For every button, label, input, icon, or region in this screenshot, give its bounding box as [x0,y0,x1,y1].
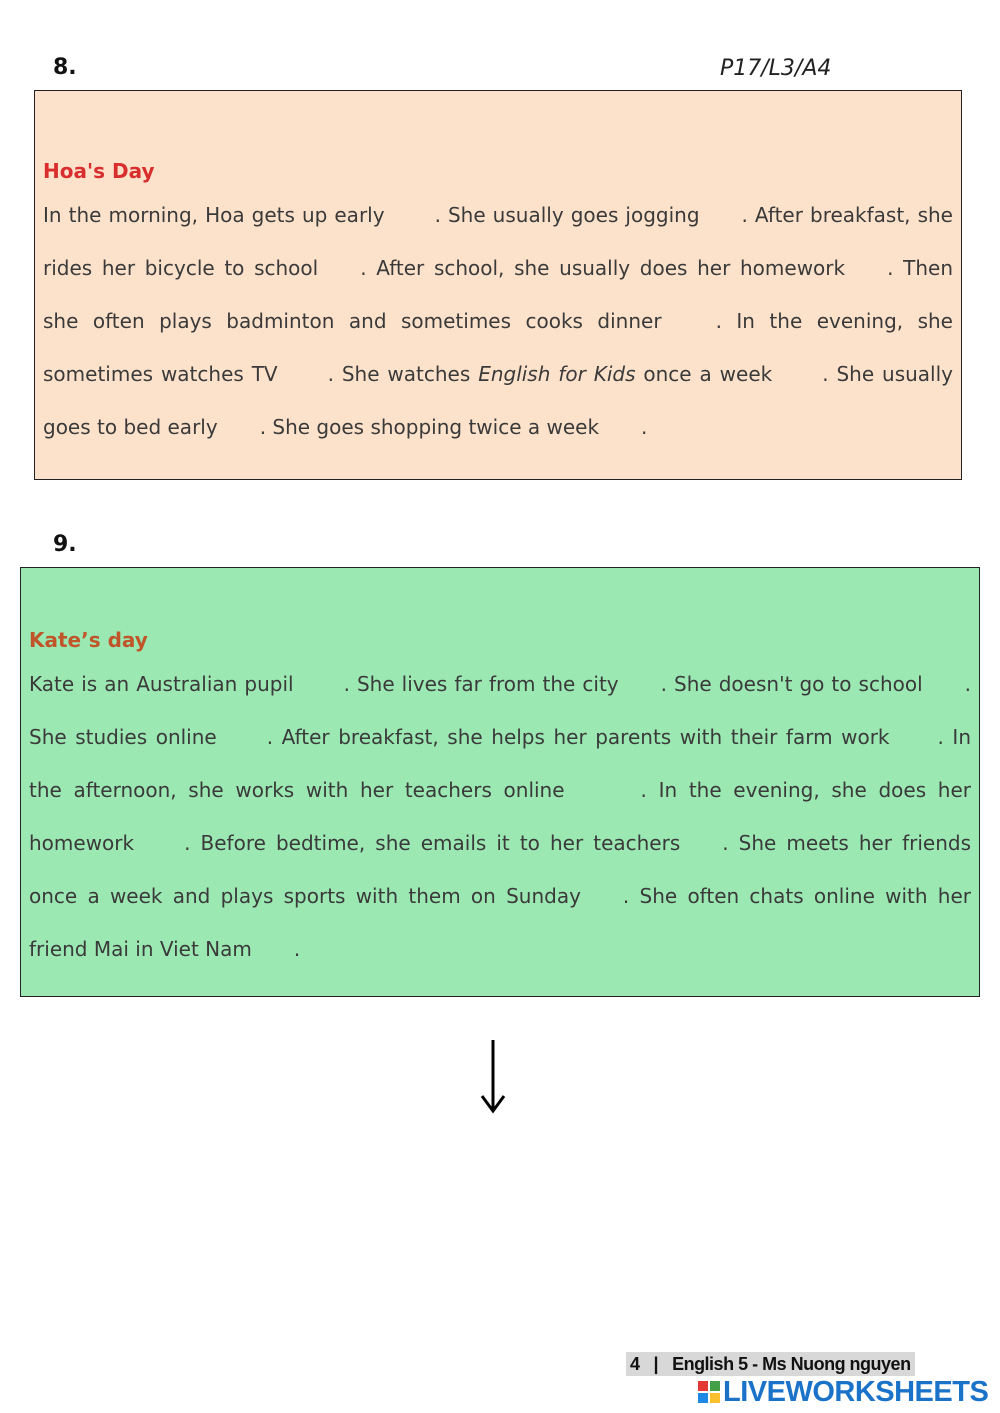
sentence: . She studies online [29,672,972,749]
sentence: In the morning, Hoa gets up early [43,203,385,227]
page-reference: P17/L3/A4 [720,56,832,81]
sentence: . She doesn't go to school [660,672,923,696]
sentence: . After breakfast, she rides her bicycle to school [43,203,953,280]
footer-divider: | [653,1354,659,1374]
page-footer [626,1352,915,1376]
kate-day-paragraph [29,658,971,976]
hoa-day-passage-box [34,90,962,480]
page-number: 4 [630,1354,640,1374]
question-9-number: 9. [53,532,77,557]
brand-name: LIVEWORKSHEETS [723,1376,989,1408]
tv-show-name: English for Kids [478,362,636,386]
sentence: . Before bedtime, she emails it to her teachers [184,831,681,855]
sentence: . She usually goes to bed early [43,362,954,439]
hoa-day-paragraph [43,189,953,454]
footer-text: English 5 - Ms Nuong nguyen [672,1354,911,1374]
sentence: . In the afternoon, she works with her teachers online [29,725,972,802]
sentence: . She meets her friends once a week and plays sports with them on Sunday [29,831,971,908]
sentence: . After breakfast, she helps her parents with their farm work [266,725,890,749]
liveworksheets-logo [697,1377,988,1407]
sentence: . She goes shopping twice a week [259,415,600,439]
sentence: Kate is an Australian pupil [29,672,294,696]
sentence: . She lives far from the city [343,672,619,696]
sentence: . She usually goes jogging [434,203,700,227]
sentence: . In the evening, she does her homework [29,778,971,855]
arrow-down-icon [478,1038,508,1114]
sentence: once a week [643,362,773,386]
kate-day-passage-box [20,567,980,997]
liveworksheets-logo-icon [697,1380,721,1404]
sentence: . She watches [327,362,471,386]
sentence: . Then she often plays badminton and sometimes cooks dinner [43,256,953,333]
question-8-number: 8. [53,55,77,80]
kate-day-title: Kate’s day [29,628,148,652]
sentence: . After school, she usually does her homework [360,256,846,280]
sentence: . [293,937,301,961]
sentence: . She often chats online with her friend Mai in Viet Nam [29,884,971,961]
hoa-day-title: Hoa's Day [43,159,155,183]
sentence: . In the evening, she sometimes watches TV [43,309,953,386]
sentence: . [641,415,648,439]
